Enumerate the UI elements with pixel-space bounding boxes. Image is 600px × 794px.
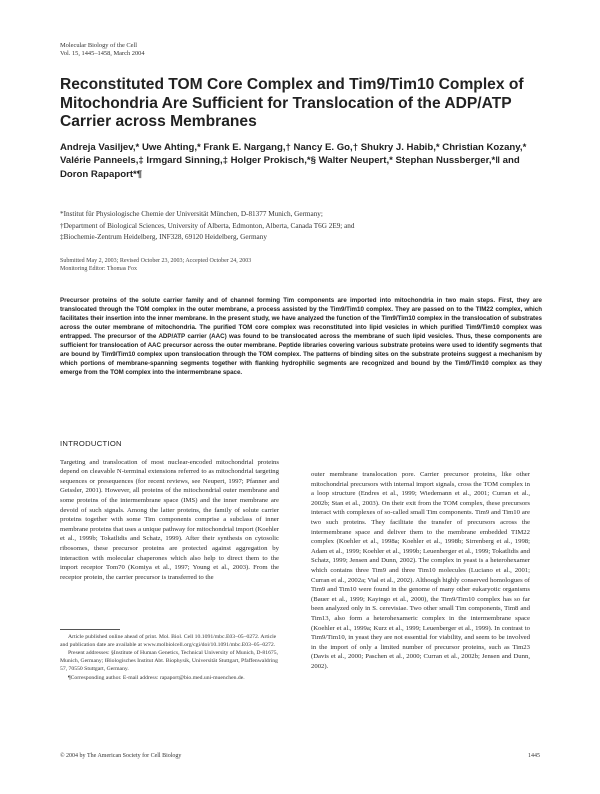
submission-history: [60, 257, 540, 273]
footnote: Present addresses: §Institute of Human Genetics, Technical University of Munich, D-81675, Munich, Germany; ‖Biologisches Institut Abt. Biophysik, Universität Stuttgart, Pfaffenwaldring 57, 70550 Stuttgart, Germany.: [60, 650, 279, 673]
footnote: ¶Corresponding author. E-mail address: rapaport@bio.med.uni-muenchen.de.: [68, 674, 245, 681]
footnote-rule: [60, 629, 120, 630]
author-list: Andreja Vasiljev,* Uwe Ahting,* Frank E. Nargang,† Nancy E. Go,† Shukry J. Habib,* Christian Kozany,* Valérie Panneels,‡ Irmgard Sinning,‡ Holger Prokisch,*§ Walter Neupert,* Stephan Nussberger,*‖ and Doron Rapaport*¶: [60, 142, 527, 180]
footnotes: [60, 633, 279, 682]
journal-volume: Vol. 15, 1445–1458, March 2004: [60, 50, 145, 58]
abstract: Precursor proteins of the solute carrier family and of channel forming Tim components are imported into mitochondria in two main steps. First, they are translocated through the TOM complex in the outer membrane, a process assisted by the Tim9/Tim10 complex. They are passed on to the TIM22 complex, which facilitates their insertion into the inner membrane. In the present study, we have analyzed the function of the Tim9/Tim10 complex in the translocation of substrates across the outer membrane of mitochondria. The purified TOM core complex was reconstituted into lipid vesicles in which purified Tim9/Tim10 complex was entrapped. The precursor of the ADP/ATP carrier (AAC) was found to be translocated across the membrane of such lipid vesicles. Thus, these components are sufficient for translocation of AAC precursor across the outer membrane. Peptide libraries covering various substrate proteins were used to identify segments that are bound by Tim9/Tim10 complex upon translocation through the TOM complex. The patterns of binding sites on the substrate proteins suggest a mechanism by which portions of membrane-spanning segments together with flanking hydrophilic segments are recognized and bound by the Tim9/Tim10 complex as they emerge from the TOM complex into the intermembrane space.: [60, 297, 542, 376]
article-title: Reconstituted TOM Core Complex and Tim9/Tim10 Complex of Mitochondria Are Sufficient for Translocation of the ADP/ATP Carrier across Membranes: [60, 76, 524, 131]
monitoring-editor: Monitoring Editor: Thomas Fox: [60, 266, 138, 273]
copyright: © 2004 by The American Society for Cell Biology: [60, 753, 182, 759]
journal-name: Molecular Biology of the Cell: [60, 42, 138, 49]
page-number: 1445: [528, 753, 540, 759]
affiliations: [60, 209, 540, 244]
intro-paragraph-right: outer membrane translocation pore. Carrier precursor proteins, like other mitochondrial precursors with internal import signals, cross the TOM complex in a loop structure (Endres et al., 1999; Wiedemann et al., 2001; Curran et al., 2002b; Stan et al., 2003). On their exit from the TOM complex, these precursors interact with complexes of so-called small Tim components. Tim9 and Tim10 are two such proteins. They facilitate the transfer of precursors across the intermembrane space and deliver them to the membrane embedded TIM22 complex (Koehler et al., 1998a; Koehler et al., 1998b; Sirrenberg et al., 1998; Adam et al., 1999; Koehler et al., 1999b; Leuenberger et al., 1999; Tokatlidis and Schatz, 1999; Jensen and Dunn, 2002). The complex in yeast is a heterohexamer which contains three Tim9 and three Tim10 molecules (Luciano et al., 2001; Curran et al., 2002a; Vial et al., 2002). Although highly conserved homologues of Tim9 and Tim10 were found in the genome of many other eukaryotic organisms (Bauer et al., 1999; Kayingo et al., 2000), the Tim9/Tim10 complex has so far been analyzed only in S. cerevisiae. Two other small Tim components, Tim8 and Tim13, also form a heterohexameric complex in the intermembrane space (Koehler et al., 1999a; Kurz et al., 1999; Leuenberger et al., 1999). In contrast to Tim9/Tim10, in yeast they are not essential for viability, and seem to be involved in the import of only a limited number of precursor proteins, such as Tim23 (Davis et al., 2000; Paschen et al., 2000; Curran et al., 2002b; Jensen and Dunn, 2002).: [311, 471, 530, 670]
intro-paragraph-left: Targeting and translocation of most nuclear-encoded mitochondrial proteins depend on cleavable N-terminal extensions referred to as mitochondrial targeting sequences or presequences (for recent reviews, see Neupert, 1997; Pfanner and Geissler, 2001). However, all proteins of the mitochondrial outer membrane and some proteins of the intermembrane space (IMS) and the inner membrane are devoid of such signals. Among the latter proteins, the family of solute carrier proteins together with some Tim components comprise a subclass of inner membrane proteins that uses a unique pathway for mitochondrial import (Koehler et al., 1999b; Tokatlidis and Schatz, 1999). After their synthesis on cytosolic ribosomes, these precursor proteins are protected against aggregation by interaction with molecular chaperones which also help to direct them to the import receptor Tom70 (Komiya et al., 1997; Young et al., 2003). From the receptor protein, the carrier precursor is transferred to the: [60, 458, 279, 581]
section-heading: INTRODUCTION: [60, 439, 122, 448]
journal-header: [60, 42, 145, 58]
right-column: [311, 470, 530, 671]
footnote: Article published online ahead of print. Mol. Biol. Cell 10.1091/mbc.E03–05–0272. Article and publication date are available at www.molbiolcell.org/cgi/doi/10.1091/mbc.E03–05–0272.: [60, 634, 277, 648]
affiliation-line: ‡Biochemie-Zentrum Heidelberg, INF328, 69120 Heidelberg, Germany: [60, 233, 267, 241]
affiliation-line: *Institut für Physiologische Chemie der Universität München, D-81377 Munich, Germany;: [60, 210, 323, 218]
affiliation-line: †Department of Biological Sciences, University of Alberta, Edmonton, Alberta, Canada T6G 2E9; and: [60, 221, 355, 230]
left-column: [60, 439, 279, 582]
submission-dates: Submitted May 2, 2003; Revised October 23, 2003; Accepted October 24, 2003: [60, 258, 252, 264]
